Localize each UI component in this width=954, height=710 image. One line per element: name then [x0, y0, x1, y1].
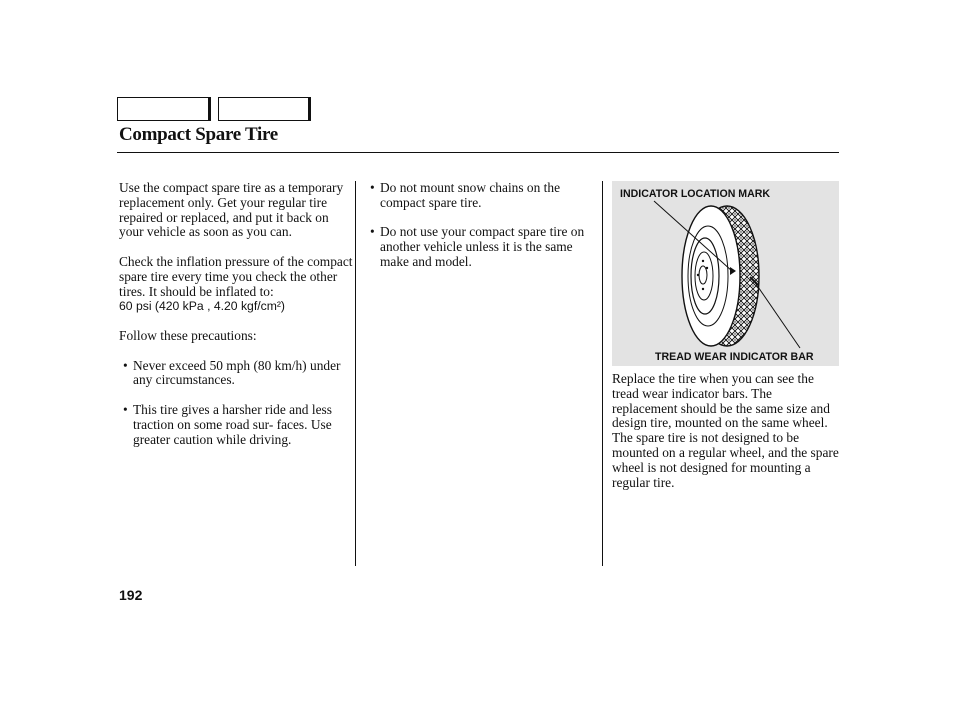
list-item [119, 359, 355, 389]
precautions-heading: Follow these precautions: [119, 327, 257, 343]
column-1 [119, 181, 355, 447]
column-divider-1 [355, 181, 356, 566]
column-divider-2 [602, 181, 603, 566]
column-2 [366, 181, 592, 270]
title-rule [117, 152, 839, 153]
bullet-icon: • [123, 357, 128, 373]
replacement-paragraph: Replace the tire when you can see the tread wear indicator bars. The replacement should be the same size and design tire, mounted on the same wheel. The spare tire is not designed to be mounted on a regular wheel, and the spare wheel is not designed for mounting a regular tire. [612, 371, 839, 490]
list-item-text: Never exceed 50 mph (80 km/h) under any circumstances. [133, 357, 341, 388]
list-item [119, 403, 355, 447]
page-number: 192 [119, 587, 143, 603]
tire-icon [612, 181, 839, 366]
nav-tab-1[interactable] [117, 97, 211, 121]
column-3 [612, 372, 840, 490]
indicator-location-mark-label: INDICATOR LOCATION MARK [620, 188, 771, 200]
list-item [366, 225, 592, 269]
list-item-text: Do not use your compact spare tire on another vehicle unless it is the same make and model. [380, 224, 585, 269]
bullet-icon: • [370, 224, 375, 240]
nav-tab-2[interactable] [218, 97, 311, 121]
bullet-icon: • [123, 401, 128, 417]
inflation-paragraph: Check the inflation pressure of the compact spare tire every time you check the other tires. It should be inflated to: [119, 253, 353, 299]
list-item [366, 181, 592, 211]
intro-paragraph: Use the compact spare tire as a temporary replacement only. Get your regular tire repaired or replaced, and put it back on your vehicle as soon as you can. [119, 180, 344, 240]
tire-illustration [612, 181, 839, 366]
page-title: Compact Spare Tire [119, 124, 278, 145]
list-item-text: This tire gives a harsher ride and less traction on some road sur- faces. Use greater caution while driving. [133, 401, 332, 447]
bullet-icon: • [370, 180, 375, 195]
inflation-pressure-value: 60 psi (420 kPa , 4.20 kgf/cm²) [119, 299, 285, 314]
tread-wear-indicator-bar-label: TREAD WEAR INDICATOR BAR [655, 351, 814, 363]
list-item-text: Do not mount snow chains on the compact spare tire. [380, 180, 561, 210]
